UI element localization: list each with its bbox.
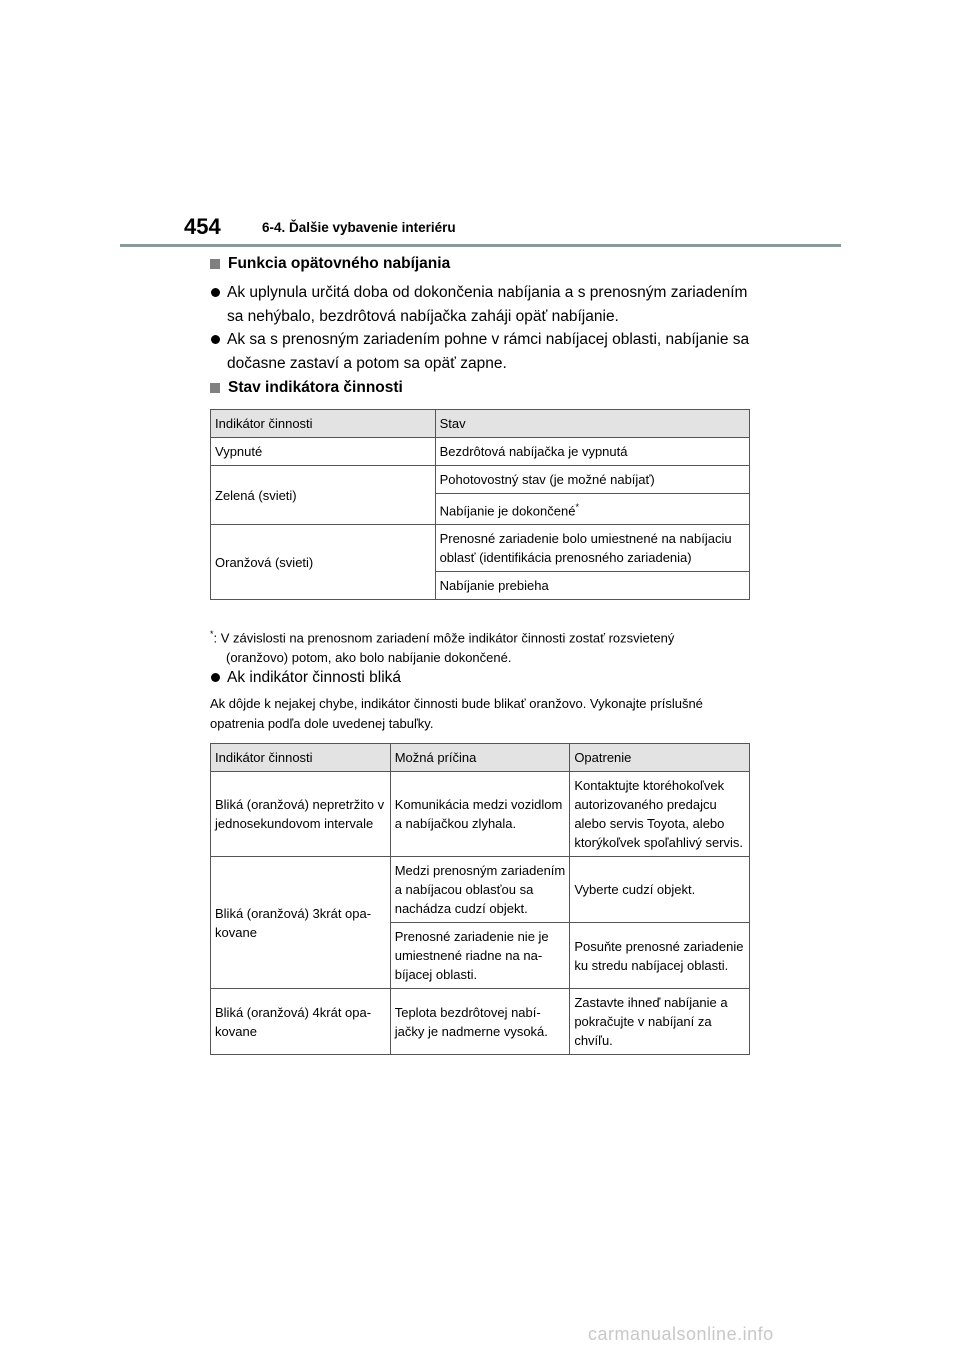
table-cell: Bliká (oranžová) 3krát opakovane bbox=[211, 857, 391, 989]
table-row bbox=[211, 438, 750, 466]
bullet-dot-icon bbox=[211, 288, 220, 297]
table-cell: Nabíjanie prebieha bbox=[435, 572, 749, 600]
footnote-text: : V závislosti na prenosnom zariadení môže indikátor činnosti zostať rozsvietený bbox=[213, 630, 675, 646]
table-cell: Pohotovostný stav (je možné nabíjať) bbox=[435, 466, 749, 494]
bullet-dot-icon bbox=[211, 673, 220, 682]
bullet-text: Ak indikátor činnosti bliká bbox=[227, 669, 402, 686]
table-cell: Vypnuté bbox=[211, 438, 436, 466]
table-cell: Posuňte prenosné zariadenie ku stredu nabíjacej oblasti. bbox=[570, 923, 750, 989]
section-heading-indicator bbox=[210, 377, 403, 399]
watermark: carmanualsonline.info bbox=[588, 1324, 774, 1344]
chapter-title: 6-4. Ďalšie vybavenie interiéru bbox=[262, 220, 456, 235]
table-cell: Prenosné zariadenie nie je umiestnené riadne na nabíjacej oblasti. bbox=[390, 923, 570, 989]
header-rule bbox=[120, 244, 841, 247]
table-cell: Bliká (oranžová) nepretržito v jednosekundovom intervale bbox=[211, 772, 391, 857]
table-row bbox=[211, 525, 750, 572]
table-header-cell: Možná príčina bbox=[390, 744, 570, 772]
table-cell: Bezdrôtová nabíjačka je vypnutá bbox=[435, 438, 749, 466]
table-cell: Vyberte cudzí objekt. bbox=[570, 857, 750, 923]
blinking-indicator-table bbox=[210, 743, 750, 1055]
footnote-text-continued: (oranžovo) potom, ako bolo nabíjanie dokončené. bbox=[226, 650, 512, 666]
square-bullet-icon bbox=[210, 259, 220, 269]
table-row bbox=[211, 772, 750, 857]
section-heading-recharge bbox=[210, 253, 450, 275]
cell-text: Nabíjanie je dokončené bbox=[439, 503, 576, 519]
bullet-dot-icon bbox=[211, 335, 220, 344]
table-cell: Kontaktujte ktoréhokoľvek autorizovaného predajcu alebo servis Toyota, alebo ktorýkoľvek spoľahlivý servis. bbox=[570, 772, 750, 857]
table-header-cell: Stav bbox=[435, 410, 749, 438]
section-heading-text: Funkcia opätovného nabíjania bbox=[228, 255, 451, 272]
table-cell: Komunikácia medzi vozidlom a nabíjačkou zlyhala. bbox=[390, 772, 570, 857]
page-number: 454 bbox=[184, 214, 221, 239]
table-row bbox=[211, 466, 750, 494]
bullet-item bbox=[210, 328, 750, 376]
bullet-item bbox=[210, 281, 750, 329]
footnote-mark: * bbox=[210, 629, 214, 639]
paragraph: Ak dôjde k nejakej chybe, indikátor činnosti bude blikať oranžovo. Vykonajte príslušné opatrenia podľa dole uvedenej tabuľky. bbox=[210, 696, 703, 731]
table-cell: Bliká (oranžová) 4krát opakovane bbox=[211, 989, 391, 1055]
section-heading-text: Stav indikátora činnosti bbox=[228, 379, 403, 396]
indicator-status-table bbox=[210, 409, 750, 600]
table-cell: Zelená (svieti) bbox=[211, 466, 436, 525]
table-header-cell: Opatrenie bbox=[570, 744, 750, 772]
table-cell: Prenosné zariadenie bolo umiestnené na nabíjaciu oblasť (identifikácia prenosného zariadenia) bbox=[435, 525, 749, 572]
table-cell: Teplota bezdrôtovej nabíjačky je nadmerne vysoká. bbox=[390, 989, 570, 1055]
table-cell: Oranžová (svieti) bbox=[211, 525, 436, 600]
bullet-text: Ak uplynula určitá doba od dokončenia nabíjania a s prenosným zariadením sa nehýbalo, bezdrôtová nabíjačka zaháji opäť nabíjanie. bbox=[227, 284, 748, 325]
table-header-cell: Indikátor činnosti bbox=[211, 410, 436, 438]
table-row bbox=[211, 857, 750, 923]
footnote bbox=[210, 624, 750, 668]
bullet-text: Ak sa s prenosným zariadením pohne v rámci nabíjacej oblasti, nabíjanie sa dočasne zastaví a potom sa opäť zapne. bbox=[227, 331, 750, 372]
table-header-cell: Indikátor činnosti bbox=[211, 744, 391, 772]
footnote-mark: * bbox=[575, 502, 579, 512]
table-row bbox=[211, 989, 750, 1055]
bullet-item bbox=[210, 666, 750, 690]
table-cell bbox=[435, 494, 749, 525]
table-cell: Medzi prenosným zariadením a nabíjacou oblasťou sa nachádza cudzí objekt. bbox=[390, 857, 570, 923]
table-cell: Zastavte ihneď nabíjanie a pokračujte v nabíjaní za chvíľu. bbox=[570, 989, 750, 1055]
square-bullet-icon bbox=[210, 383, 220, 393]
